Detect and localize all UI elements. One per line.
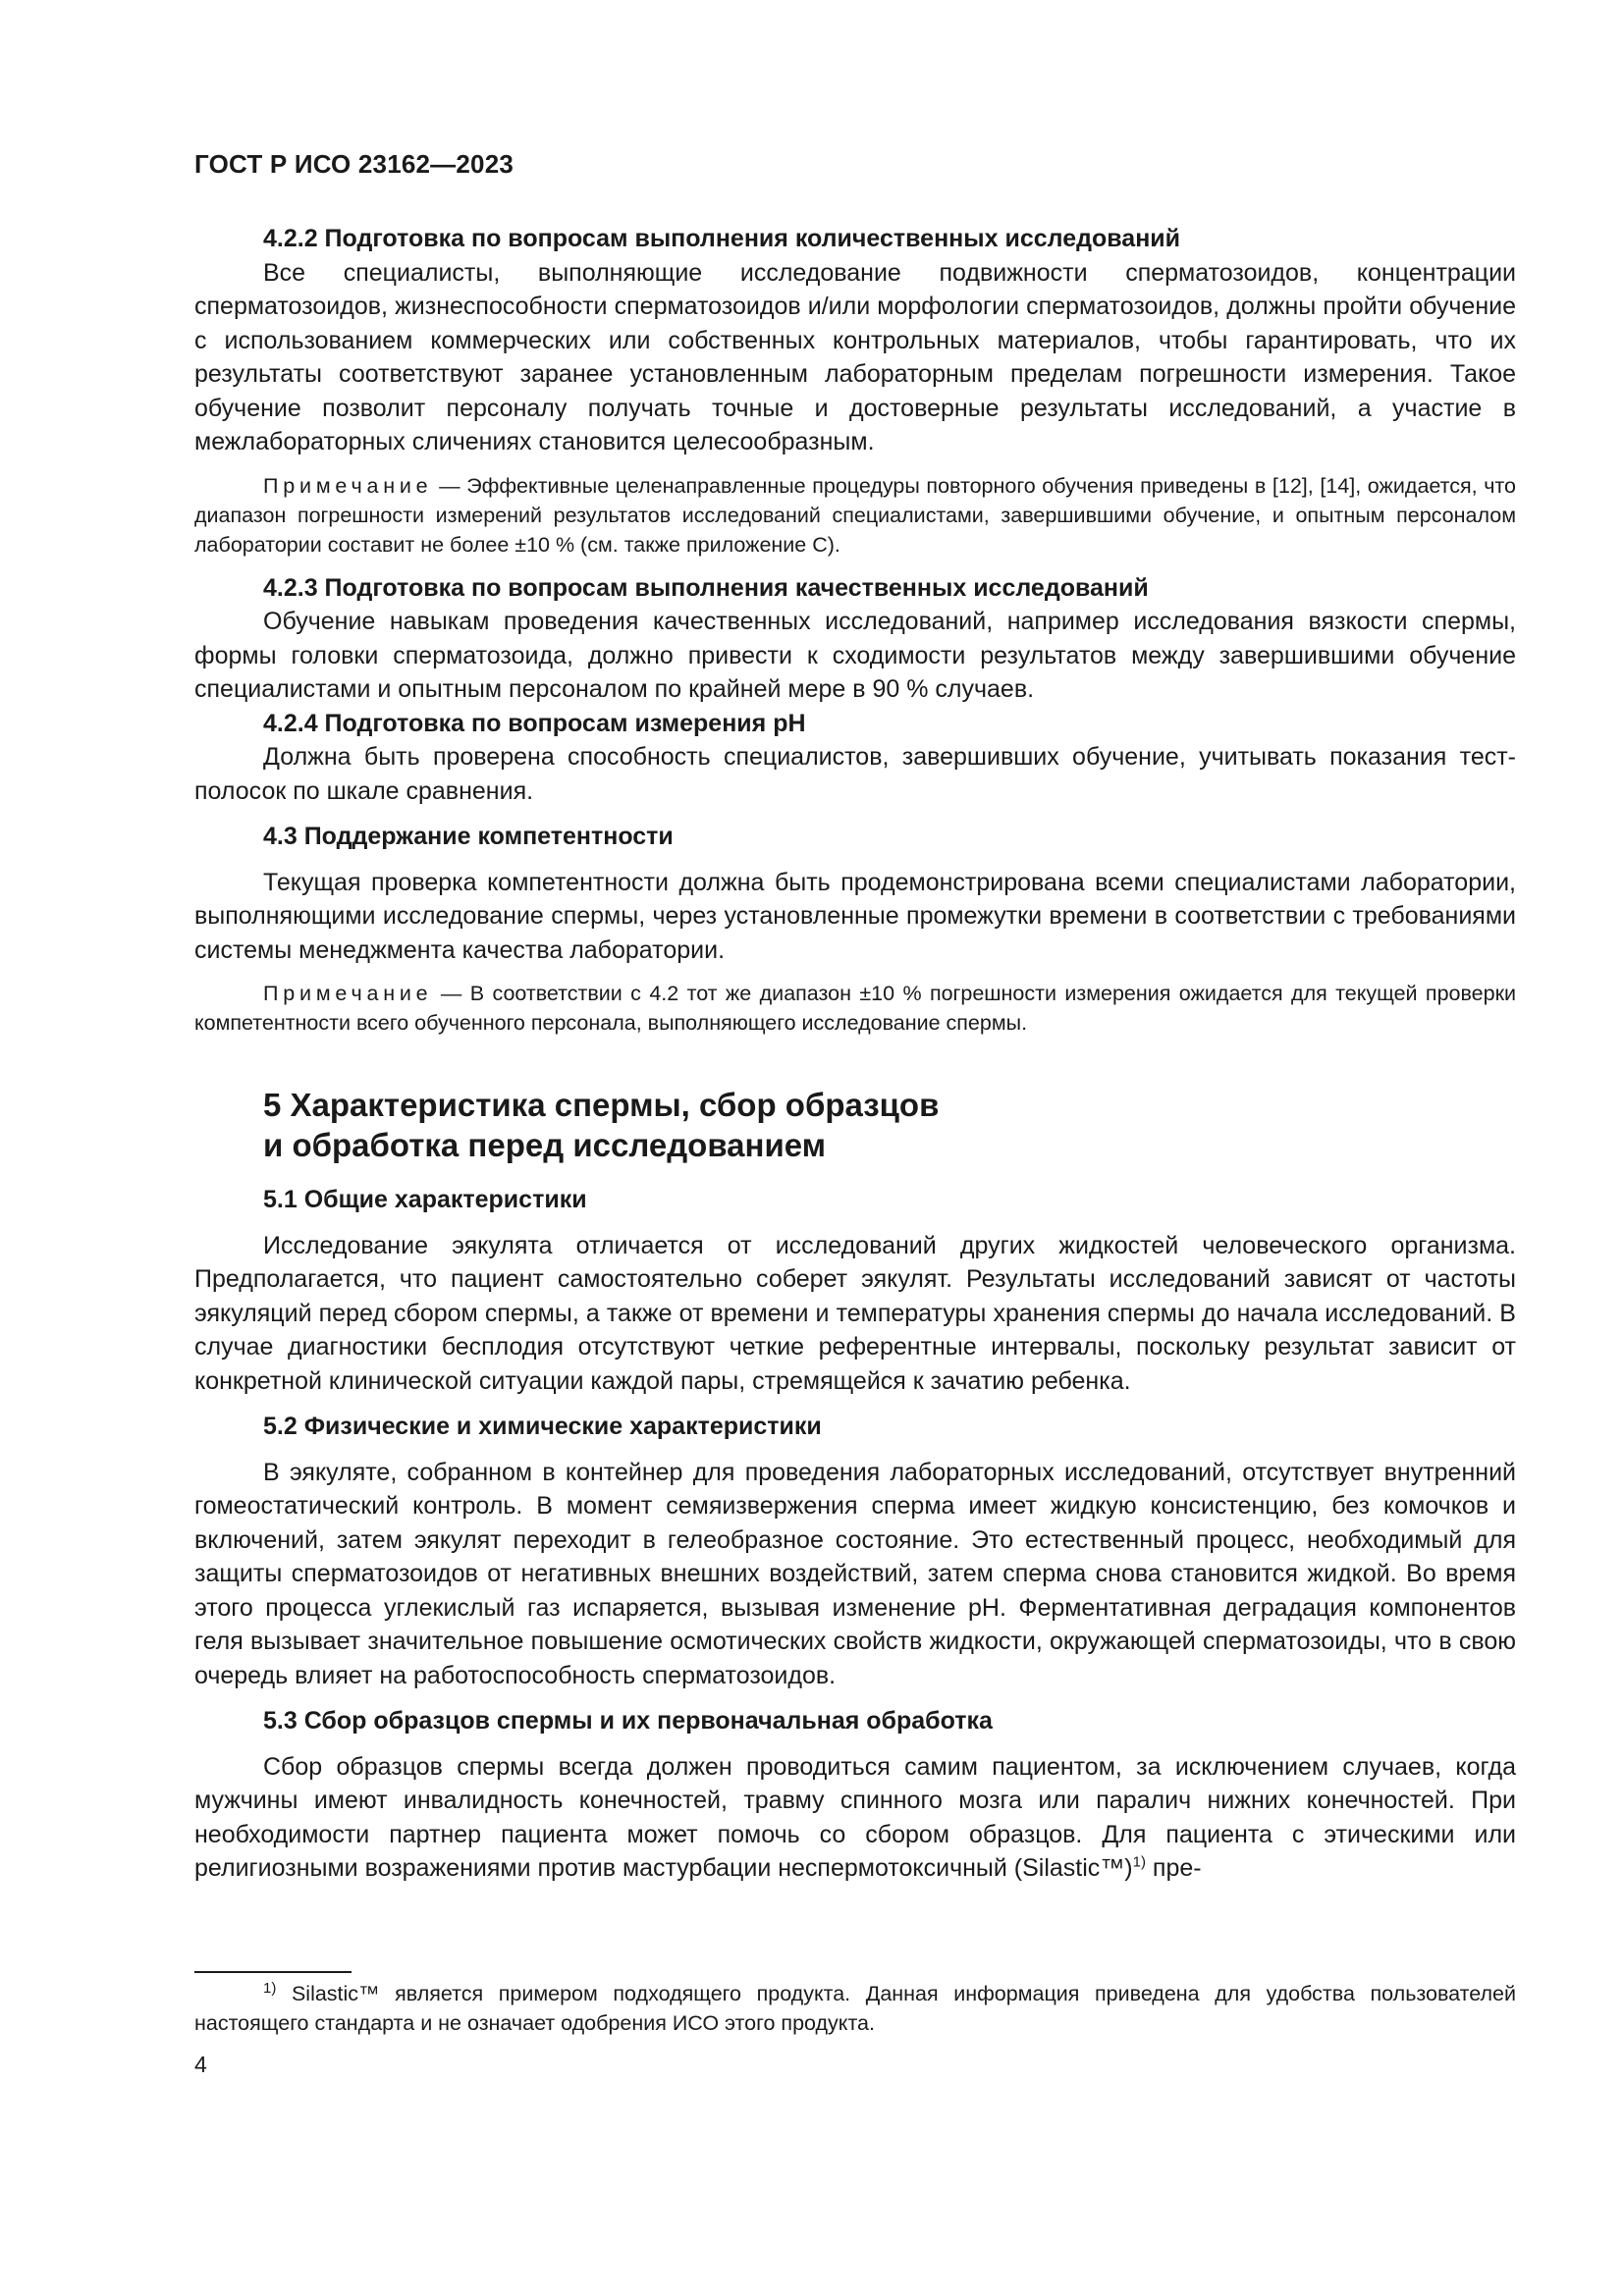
section-4-2-4-text: Должна быть проверена способность специалистов, завершивших обучение, учитывать показания тест-полосок по шкале сравнения. — [194, 743, 1516, 805]
section-4-3-title: 4.3 Поддержание компетентности — [263, 823, 674, 850]
note-label: Примечание — [263, 982, 433, 1005]
footnote-divider — [194, 1971, 352, 1973]
section-4-3-text: Текущая проверка компетентности должна быть продемонстрирована всеми специалистами лаборатории, выполняющими исследование спермы, через установленные промежутки времени в соответствии с требованиями системы менеджмента качества лаборатории. — [194, 868, 1516, 964]
section-5-2-title: 5.2 Физические и химические характеристики — [263, 1413, 822, 1440]
running-header-doc-id: ГОСТ Р ИСО 23162—2023 — [194, 149, 514, 179]
section-5-title-line-2: и обработка перед исследованием — [263, 1127, 827, 1163]
section-4-2-2-text: Все специалисты, выполняющие исследование подвижности сперматозоидов, концентрации сперматозоидов, жизнеспособности сперматозоидов и/или морфологии сперматозоидов, должны пройти обучение с использованием коммерческих или собственных контрольных материалов, чтобы гарантировать, что их результаты соответствуют заранее установленным лабораторным пределам погрешности измерения. Такое обучение позволит персоналу получать точные и достоверные результаты исследований, а участие в межлабораторных сличениях становится целесообразным. — [194, 258, 1516, 455]
section-5-3-title: 5.3 Сбор образцов спермы и их первоначальная обработка — [263, 1707, 993, 1735]
section-4-2-2-note — [194, 471, 1516, 560]
section-5-3-text-main: Сбор образцов спермы всегда должен проводиться самим пациентом, за исключением случаев, когда мужчины имеют инвалидность конечностей, травму спинного мозга или паралич нижних конечностей. При необходимости партнер пациента может помочь со сбором образцов. Для пациента с этическими или религиозными возражениями против мастурбации неспермотоксичный (Silastic™) — [194, 1752, 1516, 1882]
footnote-mark: 1) — [263, 1979, 277, 1997]
footnote-text: Silastic™ является примером подходящего продукта. Данная информация приведена для удобства пользователей настоящего стандарта и не означает одобрения ИСО этого продукта. — [194, 1982, 1516, 2035]
section-5-3-text — [194, 1750, 1516, 1886]
main-content — [194, 222, 1516, 1886]
section-5-title-line-1: 5 Характеристика спермы, сбор образцов — [263, 1087, 940, 1123]
section-4-2-2-title: 4.2.2 Подготовка по вопросам выполнения количественных исследований — [263, 225, 1181, 252]
section-4-2-3-title: 4.2.3 Подготовка по вопросам выполнения качественных исследований — [263, 573, 1149, 602]
section-4-2-3-text: Обучение навыкам проведения качественных исследований, например исследования вязкости спермы, формы головки сперматозоида, должно привести к сходимости результатов между завершившими обучение специалистами и опытным персоналом по крайней мере в 90 % случаев. — [194, 608, 1516, 703]
section-5-1-text: Исследование эякулята отличается от исследований других жидкостей человеческого организма. Предполагается, что пациент самостоятельно соберет эякулят. Результаты исследований зависят от частоты эякуляций перед сбором спермы, а также от времени и температуры хранения спермы до начала исследований. В случае диагностики бесплодия отсутствуют четкие референтные интервалы, поскольку результат зависит от конкретной клинической ситуации каждой пары, стремящейся к зачатию ребенка. — [194, 1231, 1516, 1395]
section-5-1-title: 5.1 Общие характеристики — [263, 1186, 587, 1213]
page-number: 4 — [194, 2052, 207, 2077]
note-text: — В соответствии с 4.2 тот же диапазон ±10 % погрешности измерения ожидается для текущей проверки компетентности всего обученного персонала, выполняющего исследование спермы. — [194, 982, 1516, 1035]
section-5-3-text-tail: пре- — [1145, 1854, 1202, 1882]
footnote — [194, 1979, 1516, 2038]
section-4-3-note — [194, 979, 1516, 1038]
footnote-reference[interactable]: 1) — [1132, 1853, 1146, 1871]
note-label: Примечание — [263, 473, 433, 498]
section-5-2-text: В эякуляте, собранном в контейнер для проведения лабораторных исследований, отсутствует внутренний гомеостатический контроль. В момент семяизвержения сперма имеет жидкую консистенцию, без комочков и включений, затем эякулят переходит в гелеобразное состояние. Это естественный процесс, необходимый для защиты сперматозоидов от негативных внешних воздействий, затем сперма снова становится жидкой. Во время этого процесса углекислый газ испаряется, вызывая изменение рН. Ферментативная деградация компонентов геля вызывает значительное повышение осмотических свойств жидкости, окружающей сперматозоиды, что в свою очередь влияет на работоспособность сперматозоидов. — [194, 1458, 1516, 1689]
note-text: — Эффективные целенаправленные процедуры повторного обучения приведены в [12], [14], ожидается, что диапазон погрешности измерений результатов исследований специалистами, завершившими обучение, и опытным персоналом лаборатории составит не более ±10 % (см. также приложение С). — [194, 473, 1516, 557]
section-4-2-4-title: 4.2.4 Подготовка по вопросам измерения рН — [263, 709, 806, 737]
